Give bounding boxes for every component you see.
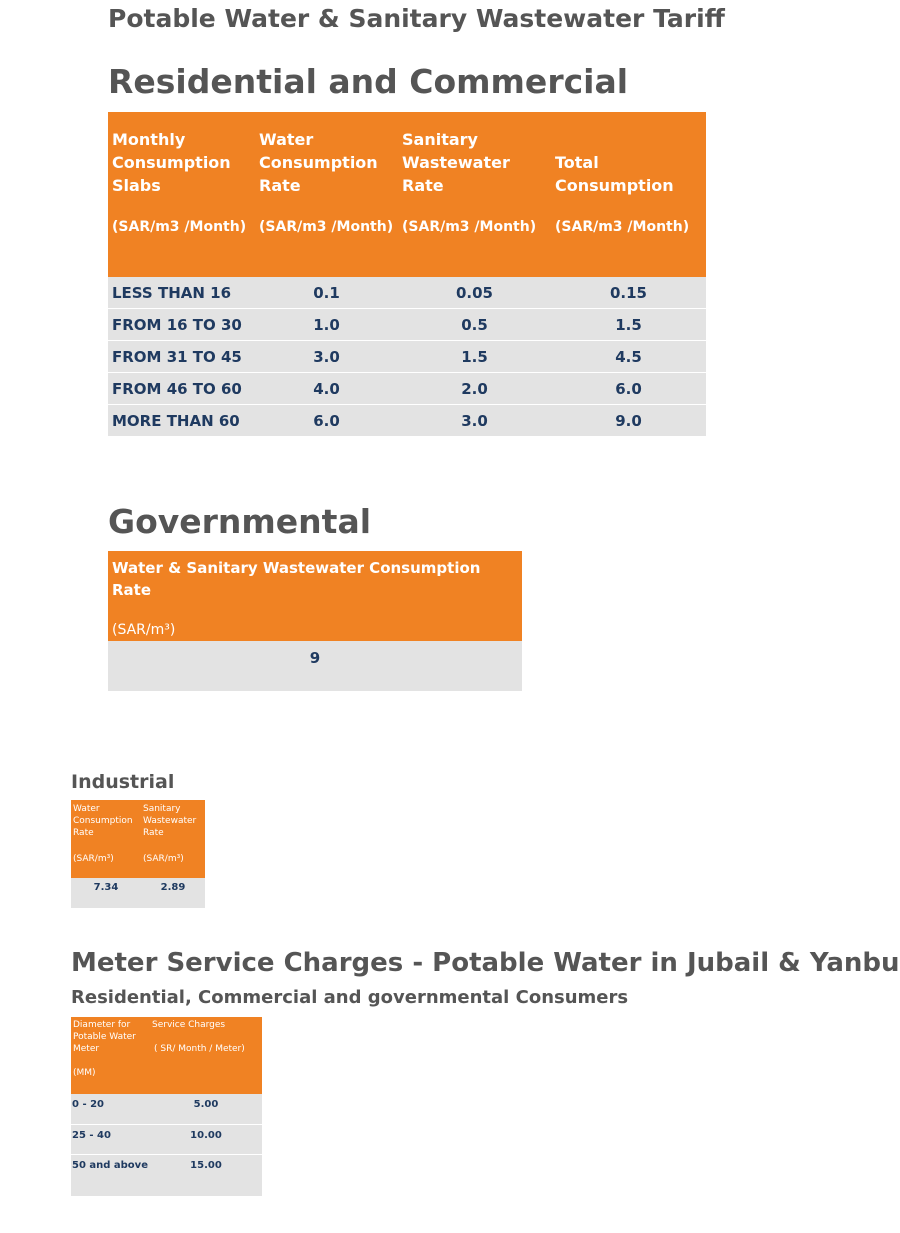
wastewater-rate-cell: 0.5 <box>398 309 551 341</box>
water-rate-cell: 0.1 <box>255 277 398 309</box>
meter-heading: Meter Service Charges - Potable Water in Jubail & Yanbu <box>71 948 900 978</box>
header-combined-rate: Water & Sanitary Wastewater Consumption Rate (SAR/m³) <box>108 551 522 641</box>
charge-cell: 15.00 <box>150 1154 262 1196</box>
header-meter-diameter: Diameter for Potable Water Meter (MM) <box>71 1017 150 1094</box>
header-total-consumption: Total Consumption (SAR/m3 /Month) <box>551 112 706 277</box>
page-title: Potable Water & Sanitary Wastewater Tariff <box>108 4 725 33</box>
wastewater-rate-cell: 2.0 <box>398 373 551 405</box>
table-row <box>71 1124 262 1154</box>
industrial-heading: Industrial <box>71 771 175 793</box>
wastewater-rate-cell: 3.0 <box>398 405 551 437</box>
water-rate-cell: 7.34 <box>71 878 141 908</box>
total-cell: 4.5 <box>551 341 706 373</box>
slab-cell: LESS THAN 16 <box>108 277 255 309</box>
table-row <box>71 1094 262 1124</box>
meter-subheading: Residential, Commercial and governmental Consumers <box>71 987 629 1008</box>
slab-cell: FROM 16 TO 30 <box>108 309 255 341</box>
water-rate-cell: 3.0 <box>255 341 398 373</box>
header-water-rate: Water Consumption Rate (SAR/m³) <box>71 800 141 878</box>
table-row <box>71 878 205 908</box>
water-rate-cell: 1.0 <box>255 309 398 341</box>
residential-tariff-table <box>108 112 706 436</box>
diameter-cell: 50 and above <box>71 1154 150 1196</box>
table-row <box>108 309 706 341</box>
governmental-heading: Governmental <box>108 502 372 541</box>
total-cell: 6.0 <box>551 373 706 405</box>
table-row <box>108 277 706 309</box>
total-cell: 9.0 <box>551 405 706 437</box>
wastewater-rate-cell: 1.5 <box>398 341 551 373</box>
wastewater-rate-cell: 2.89 <box>141 878 205 908</box>
slab-cell: MORE THAN 60 <box>108 405 255 437</box>
industrial-tariff-table <box>71 800 205 908</box>
table-row <box>71 1154 262 1196</box>
wastewater-rate-cell: 0.05 <box>398 277 551 309</box>
header-wastewater-rate: Sanitary Wastewater Rate (SAR/m³) <box>141 800 205 878</box>
combined-rate-cell: 9 <box>108 641 522 691</box>
residential-heading: Residential and Commercial <box>108 62 629 101</box>
meter-charges-table <box>71 1017 262 1196</box>
total-cell: 0.15 <box>551 277 706 309</box>
header-wastewater-rate: Sanitary Wastewater Rate (SAR/m3 /Month) <box>398 112 551 277</box>
diameter-cell: 25 - 40 <box>71 1124 150 1154</box>
table-row <box>108 373 706 405</box>
charge-cell: 10.00 <box>150 1124 262 1154</box>
header-service-charges: Service Charges ( SR/ Month / Meter) <box>150 1017 262 1094</box>
governmental-tariff-table <box>108 551 522 691</box>
charge-cell: 5.00 <box>150 1094 262 1124</box>
table-row <box>108 405 706 437</box>
slab-cell: FROM 31 TO 45 <box>108 341 255 373</box>
table-row <box>108 641 522 691</box>
header-consumption-slabs: Monthly Consumption Slabs (SAR/m3 /Month) <box>108 112 255 277</box>
water-rate-cell: 4.0 <box>255 373 398 405</box>
slab-cell: FROM 46 TO 60 <box>108 373 255 405</box>
table-row <box>108 341 706 373</box>
water-rate-cell: 6.0 <box>255 405 398 437</box>
total-cell: 1.5 <box>551 309 706 341</box>
diameter-cell: 0 - 20 <box>71 1094 150 1124</box>
header-water-rate: Water Consumption Rate (SAR/m3 /Month) <box>255 112 398 277</box>
